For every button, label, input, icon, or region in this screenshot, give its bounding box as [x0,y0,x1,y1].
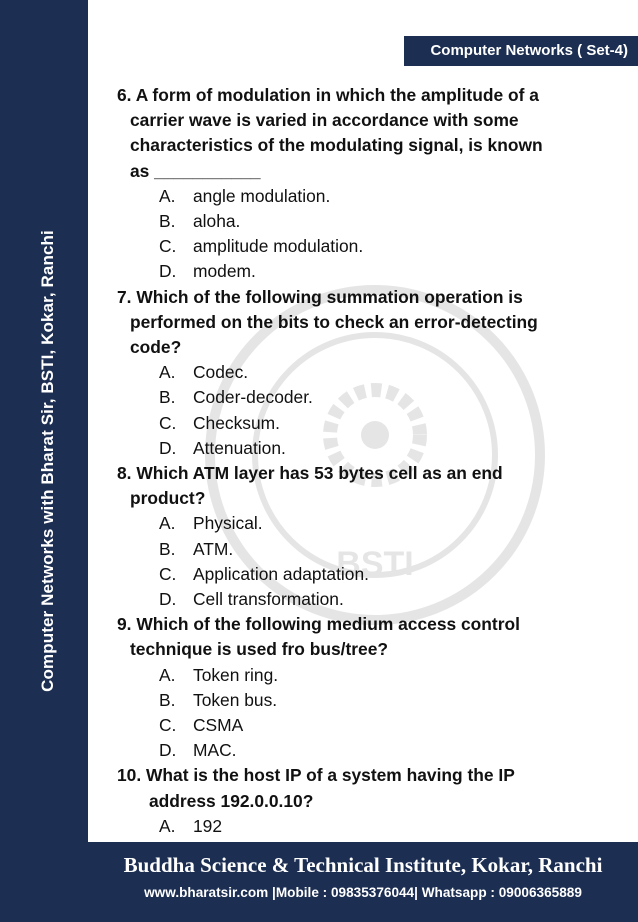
question-text: 7. Which of the following summation operation is [117,286,523,307]
question-text: performed on the bits to check an error-detecting [130,311,538,332]
question-text: characteristics of the modulating signal, is known [130,135,543,156]
option [117,738,617,763]
option-text: amplitude modulation. [193,236,364,257]
option-letter: A. [159,185,176,206]
sidebar-banner [0,0,88,922]
option [117,663,617,688]
option [117,360,617,385]
watermark-text: BSTI [336,545,414,583]
question-text: 6. A form of modulation in which the amplitude of a [117,85,539,105]
option [117,511,617,536]
question-text: product? [130,488,206,509]
option-text: ATM. [193,538,234,559]
question-text: 10. What is the host IP of a system having the IP [117,765,515,786]
option-letter: B. [159,387,176,408]
option-text: modem. [193,261,256,282]
option-text: Codec. [193,362,249,383]
question-6 [117,83,617,184]
question-text: technique is used fro bus/tree? [130,639,389,660]
option-letter: D. [159,261,177,282]
question-text: code? [130,337,182,358]
option [117,411,617,436]
option-text: Application adaptation. [193,563,369,584]
question-text: carrier wave is varied in accordance with some [130,110,519,131]
question-text: 9. Which of the following medium access control [117,614,520,635]
option-text: MAC. [193,740,237,761]
option-letter: B. [159,211,176,232]
question-text: 8. Which ATM layer has 53 bytes cell as an end [117,463,503,484]
option [117,259,617,284]
option-letter: A. [159,513,176,534]
set-label: Computer Networks ( Set-4) [404,36,638,66]
option-letter: D. [159,740,177,761]
footer-banner [88,842,638,922]
question-7 [117,285,617,361]
option [117,436,617,461]
question-9 [117,612,617,662]
option [117,234,617,259]
option [117,184,617,209]
option-text: Attenuation. [193,437,286,458]
option-letter: A. [159,815,176,836]
question-text: as ___________ [130,160,261,181]
option-letter: B. [159,689,176,710]
option-letter: C. [159,412,177,433]
option [117,537,617,562]
option [117,209,617,234]
question-8 [117,461,617,511]
sidebar-title: Computer Networks with Bharat Sir, BSTI, Kokar, Ranchi [38,230,57,692]
option-text: CSMA [193,715,244,736]
option-text: Checksum. [193,412,280,433]
option-text: 192 [193,815,223,836]
option [117,713,617,738]
option-letter: C. [159,563,177,584]
option-text: Token bus. [193,689,278,710]
contact-info: www.bharatsir.com |Mobile : 09835376044| Whatsapp : 09006365889 [144,885,582,900]
question-10 [117,763,617,813]
option-text: Coder-decoder. [193,387,313,408]
option-text: Token ring. [193,664,279,685]
question-text: address 192.0.0.10? [149,790,314,811]
option [117,385,617,410]
option-text: Cell transformation. [193,589,344,610]
option-letter: B. [159,538,176,559]
option [117,814,617,839]
option-letter: C. [159,236,177,257]
option-letter: D. [159,437,177,458]
option-letter: D. [159,589,177,610]
question-list [117,83,617,839]
institute-name: Buddha Science & Technical Institute, Kokar, Ranchi [123,853,603,877]
option-letter: A. [159,362,176,383]
option-letter: C. [159,715,177,736]
option-text: angle modulation. [193,185,331,206]
option [117,688,617,713]
option-text: Physical. [193,513,263,534]
option [117,562,617,587]
option [117,587,617,612]
option-text: aloha. [193,211,241,232]
option-letter: A. [159,664,176,685]
